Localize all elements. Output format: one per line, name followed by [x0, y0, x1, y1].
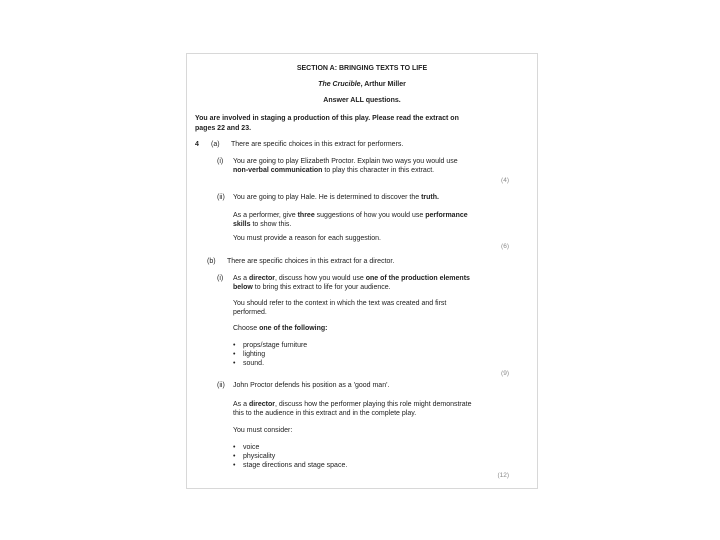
qb-i-l2-b: below [233, 284, 253, 291]
qa-ii-line1-pre: You are going to play Hale. He is determined to discover the [233, 194, 422, 201]
list-item: • sound. [243, 359, 264, 368]
qa-i-label: (i) [217, 158, 224, 165]
qa-ii-p1-pre: As a performer, give [233, 212, 298, 219]
list-item: • physicality [243, 452, 275, 461]
qb-i-p2-line2: performed. [233, 309, 267, 316]
qb-text: There are specific choices in this extract for a director. [227, 258, 395, 265]
qa-i-line2 [233, 166, 434, 175]
qa-label: (a) [211, 141, 220, 148]
qa-ii-p2: You must provide a reason for each suggestion. [233, 235, 382, 242]
section-title: SECTION A: BRINGING TEXTS TO LIFE [296, 65, 428, 72]
qb-i-label: (i) [217, 275, 224, 282]
list-item: • voice [243, 443, 259, 452]
play-heading [187, 80, 537, 89]
instruction: Answer ALL questions. [323, 97, 401, 104]
marks-b-i: (9) [501, 370, 509, 377]
list-item: • stage directions and stage space. [243, 461, 347, 470]
qa-ii-p1-bold1: three [297, 212, 315, 219]
qb-ii-p1-line1 [233, 400, 472, 409]
qb-i-l1-mid: , discuss how you would use [275, 275, 366, 282]
qa-ii-p1-line1 [233, 211, 468, 220]
qa-ii-p1-line2-rest: to show this. [250, 221, 292, 228]
qb-ii-p1-rest: , discuss how the performer playing this role might demonstrate [275, 401, 472, 408]
intro-line-1: You are involved in staging a production of this play. Please read the extract on [195, 115, 459, 122]
qb-i-p2-line1: You should refer to the context in which the text was created and first [233, 300, 447, 307]
qa-ii-p1-mid: suggestions of how you would use [314, 212, 426, 219]
qa-ii-label: (ii) [217, 194, 225, 201]
qb-ii-must: You must consider: [233, 427, 293, 434]
qb-i-choose-bold: one of the following: [259, 325, 328, 332]
qa-ii-p1-line2-bold: skills [233, 221, 251, 228]
play-title: The Crucible [318, 81, 361, 88]
qb-i-line1 [233, 274, 470, 283]
qa-text: There are specific choices in this extract for performers. [231, 141, 404, 148]
intro-line-2: pages 22 and 23. [195, 125, 252, 132]
qa-ii-p1-bold2: performance [425, 212, 468, 219]
qa-i-rest: to play this character in this extract. [322, 167, 435, 174]
qb-i-l2-rest: to bring this extract to life for your audience. [252, 284, 391, 291]
qb-i-choose [233, 324, 328, 333]
qb-i-line2 [233, 283, 391, 292]
qb-i-l1-b1: director [248, 275, 276, 282]
list-item: • props/stage furniture [243, 341, 307, 350]
qb-i-choose-pre: Choose [233, 325, 260, 332]
qb-ii-p1-line2: this to the audience in this extract and in the complete play. [233, 410, 417, 417]
qb-i-l1-pre: As a [233, 275, 249, 282]
qa-i-bold: non-verbal communication [233, 167, 323, 174]
qb-i-l1-b2: one of the production elements [365, 275, 470, 282]
qa-ii-p1-line2 [233, 220, 291, 229]
marks-b-ii: (12) [497, 472, 509, 479]
qa-ii-line1 [233, 193, 439, 202]
list-item: • lighting [243, 350, 265, 359]
marks-a-ii: (6) [501, 243, 509, 250]
marks-a-i: (4) [501, 177, 509, 184]
exam-page [187, 54, 537, 488]
qb-ii-p1-pre: As a [233, 401, 249, 408]
question-number: 4 [195, 141, 199, 148]
qa-i-line1: You are going to play Elizabeth Proctor. Explain two ways you would use [233, 158, 458, 165]
play-author: , Arthur Miller [360, 81, 406, 88]
qa-ii-line1-bold: truth. [421, 194, 439, 201]
qb-ii-p1-bold: director [248, 401, 276, 408]
qb-label: (b) [207, 258, 216, 265]
qb-ii-label: (ii) [217, 382, 225, 389]
qb-ii-line1: John Proctor defends his position as a 'good man'. [233, 382, 390, 389]
